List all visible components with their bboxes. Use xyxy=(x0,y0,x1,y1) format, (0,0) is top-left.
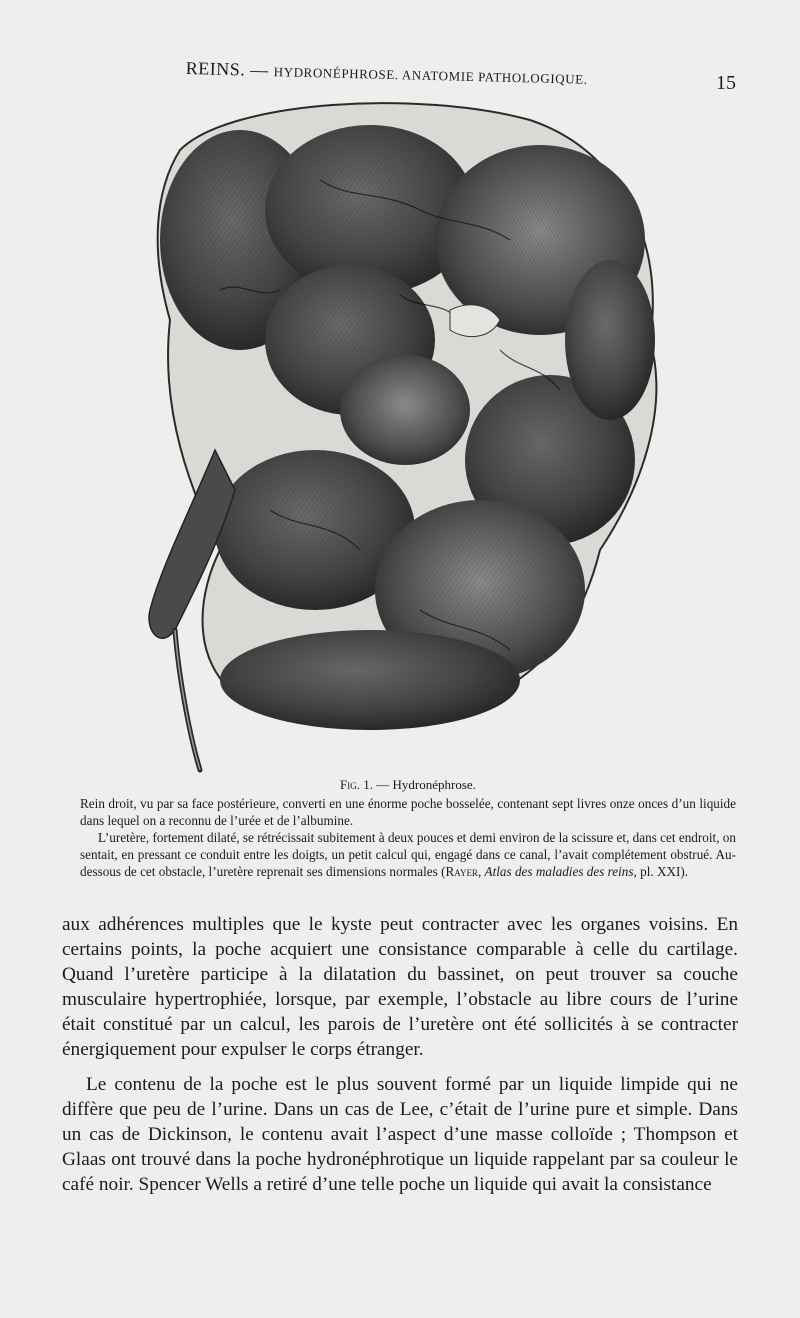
figure-caption xyxy=(80,776,736,880)
caption-plate-ref: , pl. XXI). xyxy=(633,864,689,879)
body-paragraph-2: Le contenu de la poche est le plus souvent formé par un liquide limpide qui ne diffère que peu de l’urine. Dans un cas de Lee, c’était de l’urine pure et simple. Dans un cas de Dickinson, le contenu avait l’aspect d’une masse colloïde ; Thompson et Glaas ont trouvé dans la poche hydronéphrotique un liquide rappelant par sa couleur le café noir. Spencer Wells a retiré d’une telle poche un liquide qui avait la consistance xyxy=(62,1073,738,1195)
caption-paragraph-2 xyxy=(80,829,736,880)
body-paragraph-1: aux adhérences multiples que le kyste peut contracter avec les organes voisins. En certains points, la poche acquiert une consistance comparable à celle du cartilage. Quand l’uretère participe à la dilatation du bassinet, on peut trouver sa couche musculaire hypertrophiée, lorsque, par exemple, l’obstacle au libre cours de l’urine était constitué par un calcul, les parois de l’uretère ont été sollicités à se contracter énergiquement pour expulser le corps étranger. xyxy=(62,914,738,1061)
caption-author: Rayer xyxy=(445,864,478,879)
caption-atlas-title: Atlas des maladies des reins xyxy=(484,864,634,879)
figure-label: Fig. 1. xyxy=(340,777,374,792)
caption-separator: , xyxy=(477,864,485,879)
figure-caption-title xyxy=(80,776,736,793)
figure-title: — Hydronéphrose. xyxy=(373,777,476,792)
header-title-main: REINS. xyxy=(185,58,246,80)
running-title xyxy=(185,58,587,89)
page-number: 15 xyxy=(716,72,736,94)
header-title-sub: HYDRONÉPHROSE. ANATOMIE PATHOLOGIQUE. xyxy=(273,64,588,87)
bleed-through-texture xyxy=(64,96,67,111)
figure-hydronephrosis-engraving xyxy=(120,90,680,780)
header-title-dash: — xyxy=(245,59,274,81)
caption-paragraph-1: Rein droit, vu par sa face postérieure, converti en une énorme poche bosselée, contenant sept livres onze onces d’un liquide dans lequel on a reconnu de l’urée et de l’albumine. xyxy=(80,796,736,828)
caption-paragraph-2-text: L’uretère, fortement dilaté, se rétrécissait subitement à deux pouces et demi environ de la scissure et, dans cet endroit, on sentait, en pressant ce conduit entre les doigts, un petit calcul qui, engagé dans ce canal, l’avait complétement obstrué. Au-dessous de cet obstacle, l’uretère reprenait ses dimensions normales ( xyxy=(80,830,736,879)
running-header xyxy=(185,58,736,94)
kidney-engraving-illustration xyxy=(120,90,680,780)
body-text xyxy=(62,912,738,1197)
